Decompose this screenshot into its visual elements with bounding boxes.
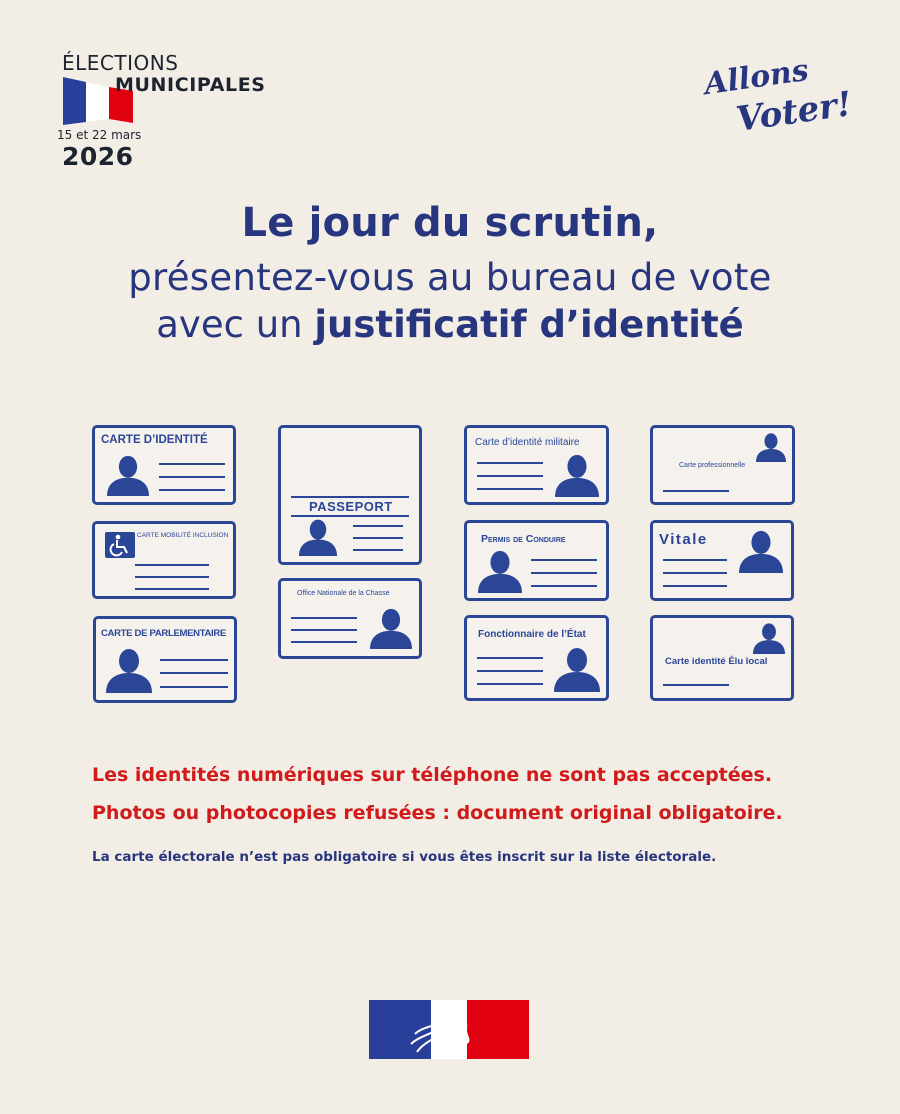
- headline-line3-bold: justificatif d’identité: [314, 303, 744, 346]
- card-vitale-label: Vitale: [659, 531, 708, 548]
- card-identite: [92, 425, 236, 505]
- election-dates: 15 et 22 mars: [57, 128, 142, 142]
- card-office-chasse: [278, 578, 422, 659]
- card-militaire-label: Carte d’identité militaire: [475, 437, 580, 448]
- person-icon: [753, 432, 789, 462]
- card-parlementaire-label: CARTE DE PARLEMENTAIRE: [101, 628, 226, 639]
- card-mobilite-label: CARTE MOBILITÉ INCLUSION: [137, 532, 229, 539]
- card-passeport-label: PASSEPORT: [309, 499, 393, 514]
- marianne-logo: [369, 1000, 529, 1059]
- headline-line2: présentez-vous au bureau de vote: [128, 256, 772, 299]
- card-elu-local: [650, 615, 794, 701]
- card-elu-label: Carte identité Élu local: [665, 656, 768, 667]
- person-icon: [552, 453, 602, 497]
- person-icon: [103, 454, 153, 496]
- person-icon: [297, 518, 339, 556]
- person-icon: [475, 549, 525, 593]
- card-vitale: [650, 520, 794, 601]
- headline-line1: Le jour du scrutin,: [241, 200, 659, 246]
- elections-label: ÉLECTIONS: [62, 51, 179, 75]
- person-icon: [552, 646, 602, 692]
- card-identite-label: CARTE D’IDENTITÉ: [101, 434, 208, 446]
- warning-photocopies: Photos ou photocopies refusées : document original obligatoire.: [92, 802, 783, 824]
- slogan-line2: Voter!: [733, 84, 855, 140]
- headline-line3-prefix: avec un: [156, 303, 315, 346]
- card-fonctionnaire-label: Fonctionnaire de l’État: [478, 629, 586, 640]
- card-professionnelle: [650, 425, 795, 505]
- card-passeport: [278, 425, 422, 565]
- slogan-line1: Allons: [702, 52, 811, 103]
- card-permis-label: Permis de Conduire: [481, 533, 566, 545]
- person-icon: [735, 529, 787, 573]
- card-mobilite-inclusion: [92, 521, 236, 599]
- person-icon: [751, 622, 787, 654]
- note-electoral-card: La carte électorale n’est pas obligatoire si vous êtes inscrit sur la liste électorale.: [92, 849, 717, 865]
- allons-voter-logo: [698, 52, 855, 160]
- wheelchair-icon: [105, 532, 135, 558]
- warning-digital-id: Les identités numériques sur téléphone ne sont pas acceptées.: [92, 764, 773, 786]
- card-fonctionnaire: [464, 615, 609, 701]
- person-icon: [367, 607, 415, 649]
- person-icon: [104, 647, 154, 693]
- card-chasse-label: Office Nationale de la Chasse: [297, 590, 390, 597]
- card-parlementaire: [93, 616, 237, 703]
- card-militaire: [464, 425, 609, 505]
- election-year: 2026: [62, 142, 134, 171]
- card-professionnelle-label: Carte professionnelle: [679, 462, 746, 469]
- municipales-label: MUNICIPALES: [115, 74, 266, 96]
- card-permis: [464, 520, 609, 601]
- headline-line3: [0, 303, 900, 346]
